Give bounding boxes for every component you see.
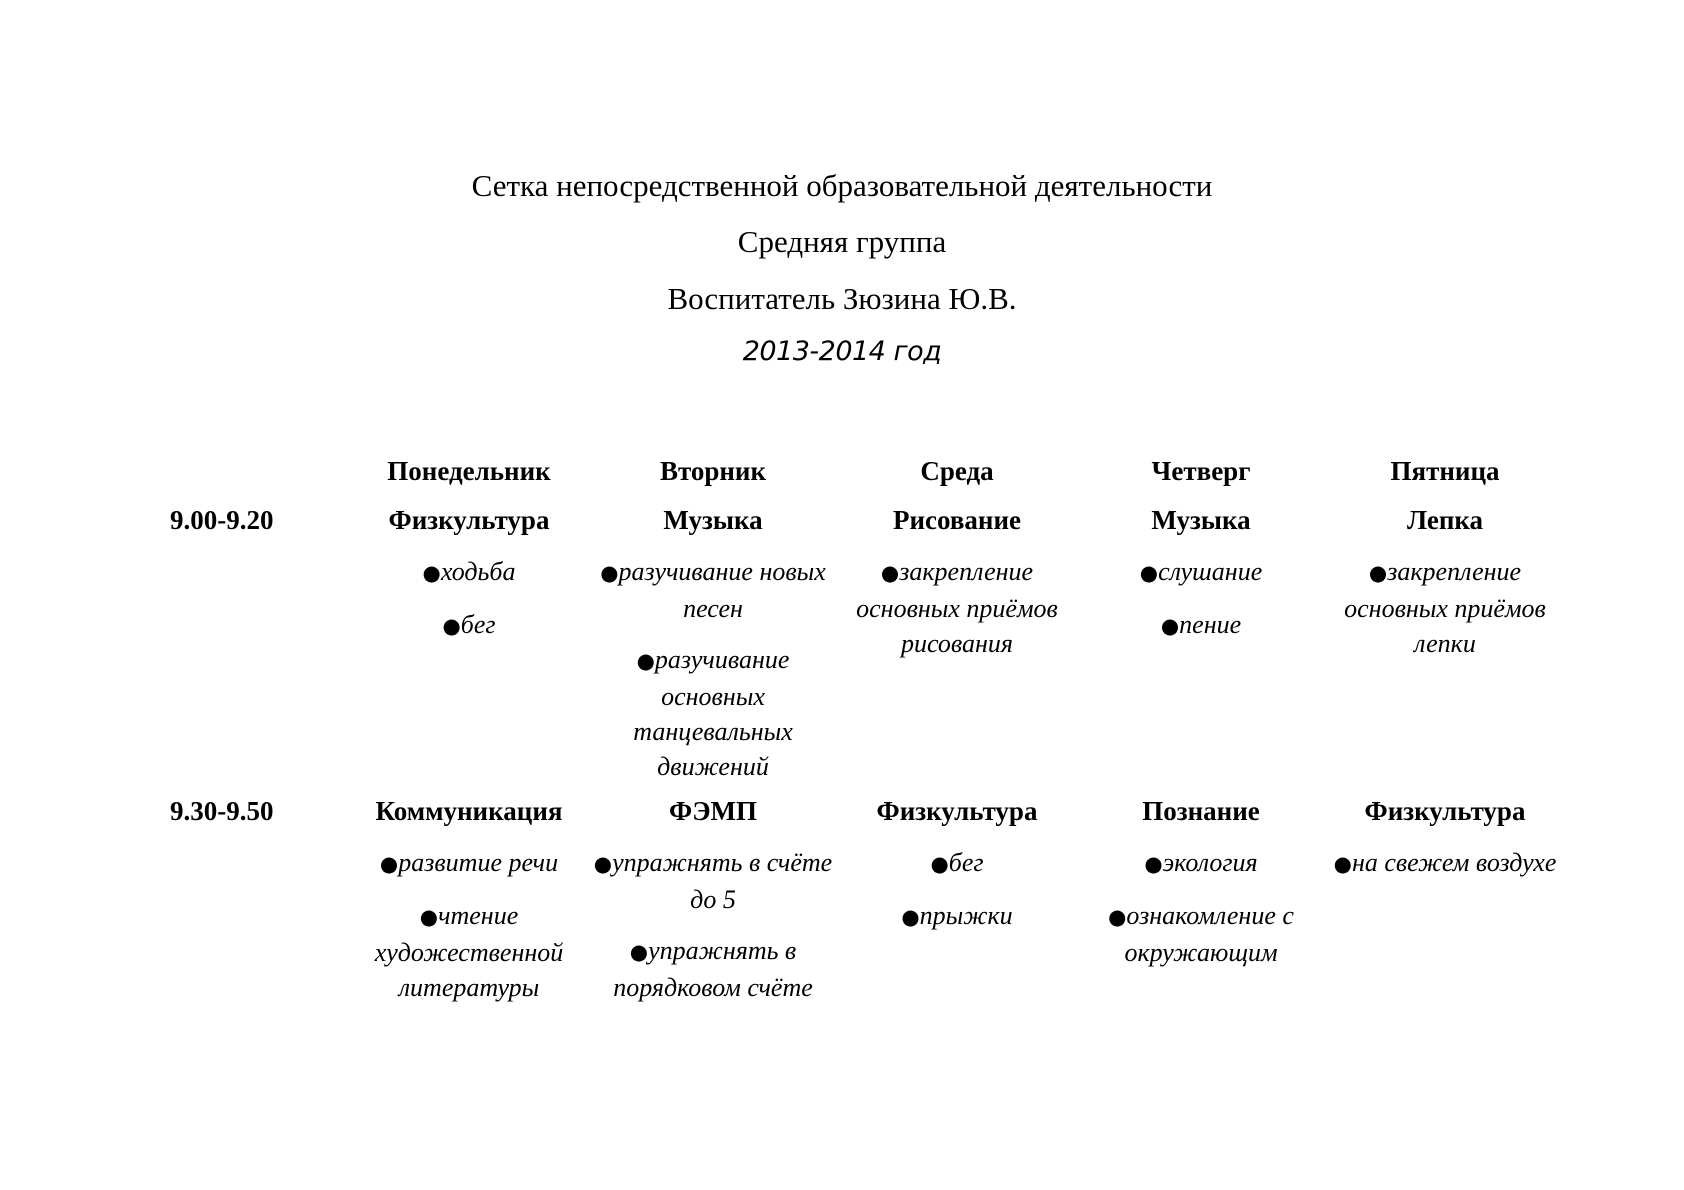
activity-list [1081, 845, 1321, 986]
activity-item: ●развитие речи [379, 848, 559, 877]
bullet-icon: ● [442, 614, 461, 638]
activity-item: ●закрепление основных приёмов лепки [1344, 557, 1546, 658]
page-title: Сетка непосредственной образовательной деятельности [471, 168, 1213, 203]
subject-cell: Лепка [1406, 505, 1484, 535]
bullet-icon: ● [636, 649, 655, 673]
bullet-icon: ● [880, 561, 900, 585]
bullet-icon: ● [629, 940, 649, 964]
activity-item: ●ознакомление с окружающим [1108, 901, 1294, 967]
subject-cell: Музыка [663, 505, 763, 535]
subject-cell: ФЭМП [669, 796, 757, 826]
activity-list [1081, 554, 1321, 660]
activity-list [349, 554, 589, 660]
activity-list [593, 845, 833, 1021]
subject-cell: Физкультура [1364, 796, 1526, 826]
bullet-icon: ● [1160, 614, 1180, 638]
activity-item: ●чтение художественной литературы [374, 901, 564, 1002]
school-year: 2013-2014 год [742, 336, 942, 367]
time-slot-2: 9.30-9.50 [170, 796, 274, 826]
subject-cell: Музыка [1151, 505, 1251, 535]
activity-list [593, 554, 833, 800]
activity-item: ●упражнять в счёте до 5 [593, 848, 833, 914]
subject-cell: Рисование [892, 505, 1022, 535]
day-header-friday: Пятница [1390, 456, 1500, 486]
bullet-icon: ● [1144, 852, 1163, 876]
activity-item: ●закрепление основных приёмов рисования [856, 557, 1058, 658]
bullet-icon: ● [422, 561, 441, 585]
activity-item: ●экология [1144, 848, 1258, 877]
bullet-icon: ● [1333, 852, 1352, 876]
group-name: Средняя группа [737, 224, 947, 259]
activity-item: ●разучивание новых песен [600, 557, 826, 623]
bullet-icon: ● [419, 905, 439, 929]
day-header-thursday: Четверг [1151, 456, 1251, 486]
bullet-icon: ● [600, 561, 619, 585]
bullet-icon: ● [930, 852, 949, 876]
subject-cell: Коммуникация [375, 796, 563, 826]
teacher-name: Воспитатель Зюзина Ю.В. [667, 281, 1017, 316]
time-slot-1: 9.00-9.20 [170, 505, 274, 535]
day-header-wednesday: Среда [920, 456, 994, 486]
bullet-icon: ● [1108, 905, 1127, 929]
activity-item: ●на свежем воздухе [1333, 848, 1557, 877]
activity-item: ●упражнять в порядковом счёте [613, 936, 813, 1002]
activity-item: ●бег [442, 610, 496, 639]
bullet-icon: ● [1368, 561, 1388, 585]
day-header-tuesday: Вторник [659, 456, 767, 486]
activity-list [1325, 554, 1565, 677]
subject-cell: Физкультура [876, 796, 1038, 826]
bullet-icon: ● [901, 905, 920, 929]
subject-cell: Познание [1142, 796, 1260, 826]
bullet-icon: ● [379, 852, 399, 876]
bullet-icon: ● [1139, 561, 1159, 585]
activity-item: ●слушание [1139, 557, 1263, 586]
activity-item: ●бег [930, 848, 984, 877]
activity-item: ●ходьба [422, 557, 516, 586]
activity-list [1325, 845, 1565, 898]
bullet-icon: ● [593, 852, 613, 876]
activity-item: ●разучивание основных танцевальных движений [633, 645, 793, 781]
activity-list [837, 554, 1077, 677]
subject-cell: Физкультура [388, 505, 550, 535]
activity-item: ●прыжки [901, 901, 1013, 930]
activity-item: ●пение [1160, 610, 1242, 639]
activity-list [837, 845, 1077, 951]
day-header-monday: Понедельник [387, 456, 551, 486]
activity-list [349, 845, 589, 1021]
